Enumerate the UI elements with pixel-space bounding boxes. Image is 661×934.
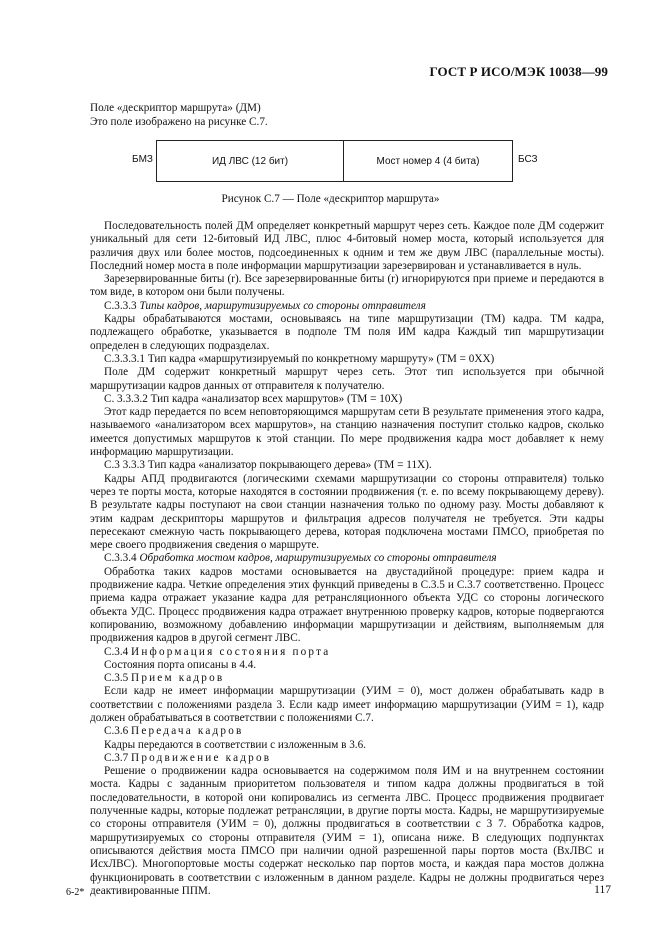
- section-heading-italic: [90, 300, 604, 313]
- section-number: С.3.6: [104, 725, 129, 738]
- section-title: Информация состояния порта: [131, 645, 331, 658]
- figure-field-bridge-number: Мост номер 4 (4 бита): [376, 155, 480, 167]
- section-heading-italic: [90, 552, 604, 565]
- figure-field-lan-id: ИД ЛВС (12 бит): [157, 141, 344, 181]
- footer-signature-mark: 6-2*: [66, 887, 85, 898]
- standard-header: ГОСТ Р ИСО/МЭК 10038—99: [429, 64, 608, 79]
- section-number: С.3.3.4: [104, 552, 140, 565]
- section-title: Обработка мостом кадров, маршрутизируемых со стороны отправителя: [139, 552, 497, 565]
- paragraph: Состояния порта описаны в 4.4.: [104, 658, 257, 671]
- page-number: 117: [594, 884, 611, 896]
- paragraph: Последовательность полей ДМ определяет конкретный маршрут через сеть. Каждое поле ДМ содержит уникальный для сети 12-битовый ИД ЛВС, плюс 4-битовый номер моста, который используется для различия двух или более мостов, подсоединенных к одним и тем же двум ЛВС (параллельные мосты). Последний номер моста в поле информации маршрутизации зарезервирован и устанавливается в нуль.: [90, 220, 604, 272]
- section-title: Передача кадров: [131, 725, 244, 738]
- body-text: [90, 220, 604, 898]
- intro-line-figure-ref: Это поле изображено на рисунке С.7.: [90, 116, 268, 128]
- section-heading: С.3 3.3.3 Тип кадра «анализатор покрывающего дерева» (ТМ = 11Х).: [104, 459, 432, 472]
- section-title: Прием кадров: [131, 672, 225, 685]
- section-heading-spaced: [90, 672, 604, 685]
- section-number: С.3.4: [104, 645, 129, 658]
- paragraph: Этот кадр передается по всем неповторяющимся маршрутам сети В результате применения этого кадра, называемого «анализатором всех маршрутов», на станцию назначения поступит столько кадров, сколько имеется допустимых маршрутов к этой станции. По мере продвижения кадра мост добавляет к нему информацию маршрутизации.: [90, 406, 604, 459]
- section-number: С.3.3.3: [104, 299, 140, 312]
- section-heading-spaced: [90, 725, 604, 738]
- figure-field-box: [156, 140, 513, 182]
- paragraph: Кадры обрабатываются мостами, основываясь на типе маршрутизации (ТМ) кадра. ТМ кадра, подлежащего обработке, указывается в подполе ТМ поля ИМ кадра Каждый тип маршрутизации определен в следующих подразделах.: [90, 313, 604, 352]
- section-title: Типы кадров, маршрутизируемых со стороны отправителя: [139, 299, 426, 312]
- section-heading-spaced: [90, 752, 604, 765]
- paragraph: Зарезервированные биты (r). Все зарезервированные биты (r) игнорируются при приеме и передаются в том виде, в котором они были получены.: [90, 273, 604, 299]
- figure-left-label: БМЗ: [132, 154, 153, 165]
- paragraph: Обработка таких кадров мостами основывается на двустадийной процедуре: прием кадра и продвижение кадра. Четкие определения этих функций приведены в С.3.5 и С.3.7 соответственно. Процесс приема кадра отражает указание кадра для ретрансляционного объекта УДС со стороны логического объекта УДС. Процесс продвижения кадра отражает внутреннюю проверку кадров, которые подвергаются копированию, возможному добавлению информации маршрутизации и действиям, выполняемым для продвижения кадров в другой сегмент ЛВС.: [90, 565, 604, 645]
- figure-caption: Рисунок С.7 — Поле «дескриптор маршрута»: [221, 193, 440, 205]
- intro-block: [90, 101, 268, 129]
- section-number: С.3.5: [104, 672, 129, 685]
- paragraph: Кадры передаются в соответствии с изложенным в 3.6.: [104, 738, 366, 751]
- section-number: С.3.7: [104, 751, 129, 764]
- paragraph: Поле ДМ содержит конкретный маршрут через сеть. Этот тип используется при обычной маршрутизации кадров данных от отправителя к получателю.: [90, 366, 604, 392]
- paragraph: Решение о продвижении кадра основывается на содержимом поля ИМ и на внутреннем состоянии моста. Кадры с заданным приоритетом пользователя и типом кадра должны продвигаться в той последовательности, в которой они копировались из сегмента ЛВС. Процесс продвижения продвигает полученные кадры, которые подлежат ретрансляции, в другие порты моста. Кадры, не маршрутизируемые со стороны отправителя (УИМ = 0), должны продвигаться в соответствии с 3 7. Обработка кадров, маршрутизируемых со стороны отправителя (УИМ = 1), описана ниже. В следующих подпунктах описываются действия моста ПМСО при наличии одной разрешенной пары портов моста (ВхЛВС и ИсхЛВС). Многопортовые мосты содержат несколько пар портов моста, и каждая пара мостов должна функционировать в соответствии с изложенным в данном разделе. Кадры не должны продвигаться через деактивированные ППМ.: [90, 765, 604, 897]
- figure-right-label: БСЗ: [518, 154, 538, 165]
- section-heading-spaced: [90, 646, 604, 659]
- intro-line-field-name: Поле «дескриптор маршрута» (ДМ): [90, 102, 261, 114]
- paragraph: Кадры АПД продвигаются (логическими схемами маршрутизации со стороны отправителя) только через те порты моста, которые находятся в состоянии продвижения (т. е. по всему покрывающему дереву). В результате кадры поступают на свои станции назначения только по одному разу. Мосты добавляют к этим кадрам дескрипторы маршрутов и фильтрация адресов получателя не требуется. Эти кадры пересекают смежную часть покрывающего дерева, которая подключена мостами ПМСО, приобретая по мере своего продвижения сведения о маршруте.: [90, 472, 604, 552]
- section-heading: С.3.3.3.1 Тип кадра «маршрутизируемый по конкретному маршруту» (ТМ = 0ХХ): [104, 352, 495, 365]
- route-descriptor-figure: [120, 140, 560, 184]
- section-title: Продвижение кадров: [131, 751, 272, 764]
- paragraph: Если кадр не имеет информации маршрутизации (УИМ = 0), мост должен обрабатывать кадр в соответствии с положениями раздела 3. Если кадр имеет информацию маршрутизации (УИМ = 1), кадр должен обрабатываться в соответствии с положениями С.7.: [90, 685, 604, 724]
- section-heading: С. 3.3.3.2 Тип кадра «анализатор всех маршрутов» (ТМ = 10Х): [104, 392, 403, 405]
